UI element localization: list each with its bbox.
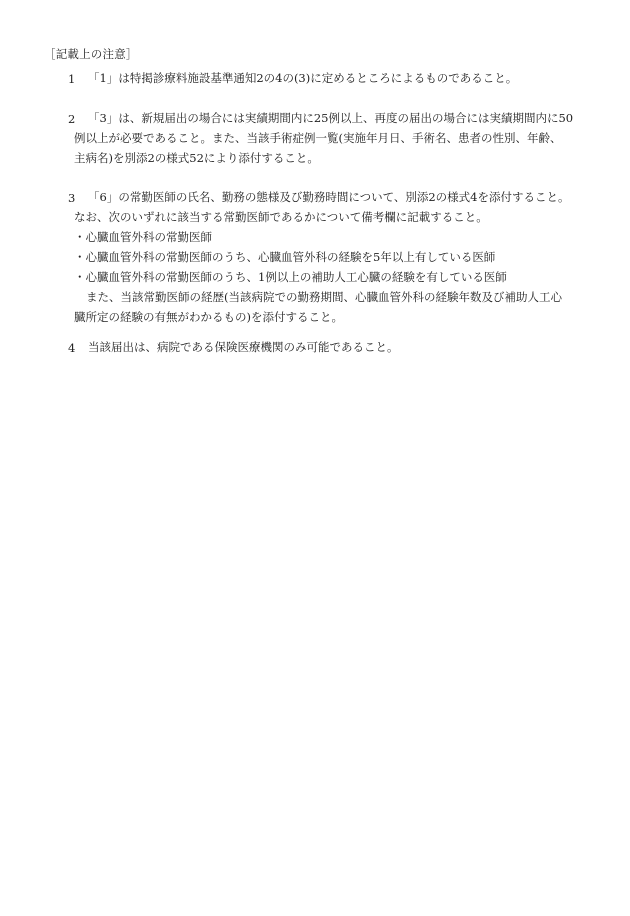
- note-1-number: 1: [68, 72, 76, 86]
- note-3-line-1: 「6」の常勤医師の氏名、勤務の態様及び勤務時間について、別添2の様式4を添付すること。: [88, 190, 570, 204]
- note-1-line-1: 「1」は特掲診療料施設基準通知2の4の(3)に定めるところによるものであること。: [88, 71, 518, 85]
- note-2-line-3: 主病名)を別添2の様式52により添付すること。: [74, 151, 319, 165]
- note-4-line-1: 当該届出は、病院である保険医療機関のみ可能であること。: [88, 340, 399, 354]
- note-3-line-2: なお、次のいずれに該当する常勤医師であるかについて備考欄に記載すること。: [74, 210, 488, 224]
- note-2-line-2: 例以上が必要であること。また、当該手術症例一覧(実施年月日、手術名、患者の性別、年齢、: [74, 131, 562, 145]
- note-3-bullet-1: ・心臓血管外科の常勤医師: [74, 230, 212, 244]
- notes-heading: ［記載上の注意］: [44, 47, 138, 61]
- note-3-line-6: また、当該常勤医師の経歴(当該病院での勤務期間、心臓血管外科の経験年数及び補助人工心: [86, 290, 562, 304]
- note-3-line-7: 臓所定の経験の有無がわかるもの)を添付すること。: [74, 310, 343, 324]
- note-2-line-1: 「3」は、新規届出の場合には実績期間内に25例以上、再度の届出の場合には実績期間内に50: [88, 111, 574, 125]
- note-3-bullet-3: ・心臓血管外科の常勤医師のうち、1例以上の補助人工心臓の経験を有している医師: [74, 270, 507, 284]
- note-3-bullet-2: ・心臓血管外科の常勤医師のうち、心臓血管外科の経験を5年以上有している医師: [74, 250, 496, 264]
- note-4-number: 4: [68, 341, 76, 355]
- note-3-number: 3: [68, 191, 76, 205]
- note-2-number: 2: [68, 112, 76, 126]
